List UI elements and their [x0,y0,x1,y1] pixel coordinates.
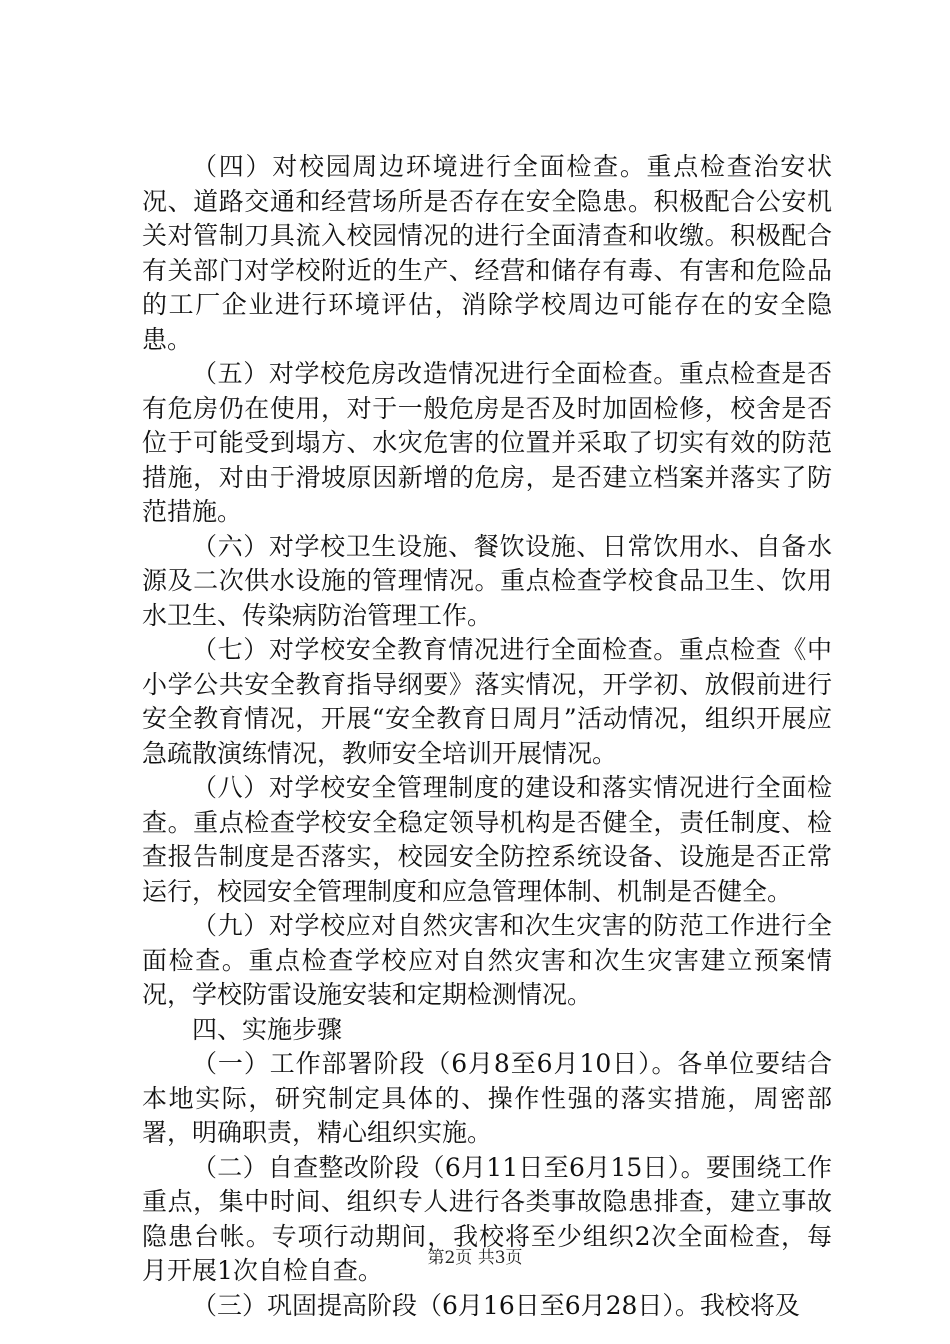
page-number-footer: 第2页 共3页 [427,1248,523,1268]
heading-implementation-steps: 四、实施步骤 [192,1014,343,1044]
paragraph-section-7: （七）对学校安全教育情况进行全面检查。重点检查《中小学公共安全教育指导纲要》落实情况，开学初、放假前进行安全教育情况，开展“安全教育日周月”活动情况，组织开展应急疏散演练情况，教师安全培训开展情况。 [142,635,832,768]
paragraph-step-3: （三）巩固提高阶段（6月16日至6月28日）。我校将及 [192,1290,800,1320]
paragraph-section-9: （九）对学校应对自然灾害和次生灾害的防范工作进行全面检查。重点检查学校应对自然灾害和次生灾害建立预案情况，学校防雷设施安装和定期检测情况。 [142,911,832,1009]
paragraph-section-5: （五）对学校危房改造情况进行全面检查。重点检查是否有危房仍在使用，对于一般危房是否及时加固检修，校舍是否位于可能受到塌方、水灾危害的位置并采取了切实有效的防范措施，对由于滑坡原因新增的危房，是否建立档案并落实了防范措施。 [142,359,832,526]
document-body [142,150,832,1323]
paragraph-section-4: （四）对校园周边环境进行全面检查。重点检查治安状况、道路交通和经营场所是否存在安全隐患。积极配合公安机关对管制刀具流入校园情况的进行全面清查和收缴。积极配合有关部门对学校附近的生产、经营和储存有毒、有害和危险品的工厂企业进行环境评估，消除学校周边可能存在的安全隐患。 [142,152,832,354]
paragraph-section-6: （六）对学校卫生设施、餐饮设施、日常饮用水、自备水源及二次供水设施的管理情况。重点检查学校食品卫生、饮用水卫生、传染病防治管理工作。 [142,531,832,630]
paragraph-section-8: （八）对学校安全管理制度的建设和落实情况进行全面检查。重点检查学校安全稳定领导机构是否健全，责任制度、检查报告制度是否落实，校园安全防控系统设备、设施是否正常运行，校园安全管理制度和应急管理体制、机制是否健全。 [142,773,832,906]
paragraph-step-1: （一）工作部署阶段（6月8至6月10日）。各单位要结合本地实际，研究制定具体的、操作性强的落实措施，周密部署，明确职责，精心组织实施。 [142,1049,832,1147]
paragraph-step-2: （二）自查整改阶段（6月11日至6月15日）。要围绕工作重点，集中时间、组织专人进行各类事故隐患排查，建立事故隐患台帐。专项行动期间，我校将至少组织2次全面检查，每月开展1次自检自查。 [142,1152,832,1285]
